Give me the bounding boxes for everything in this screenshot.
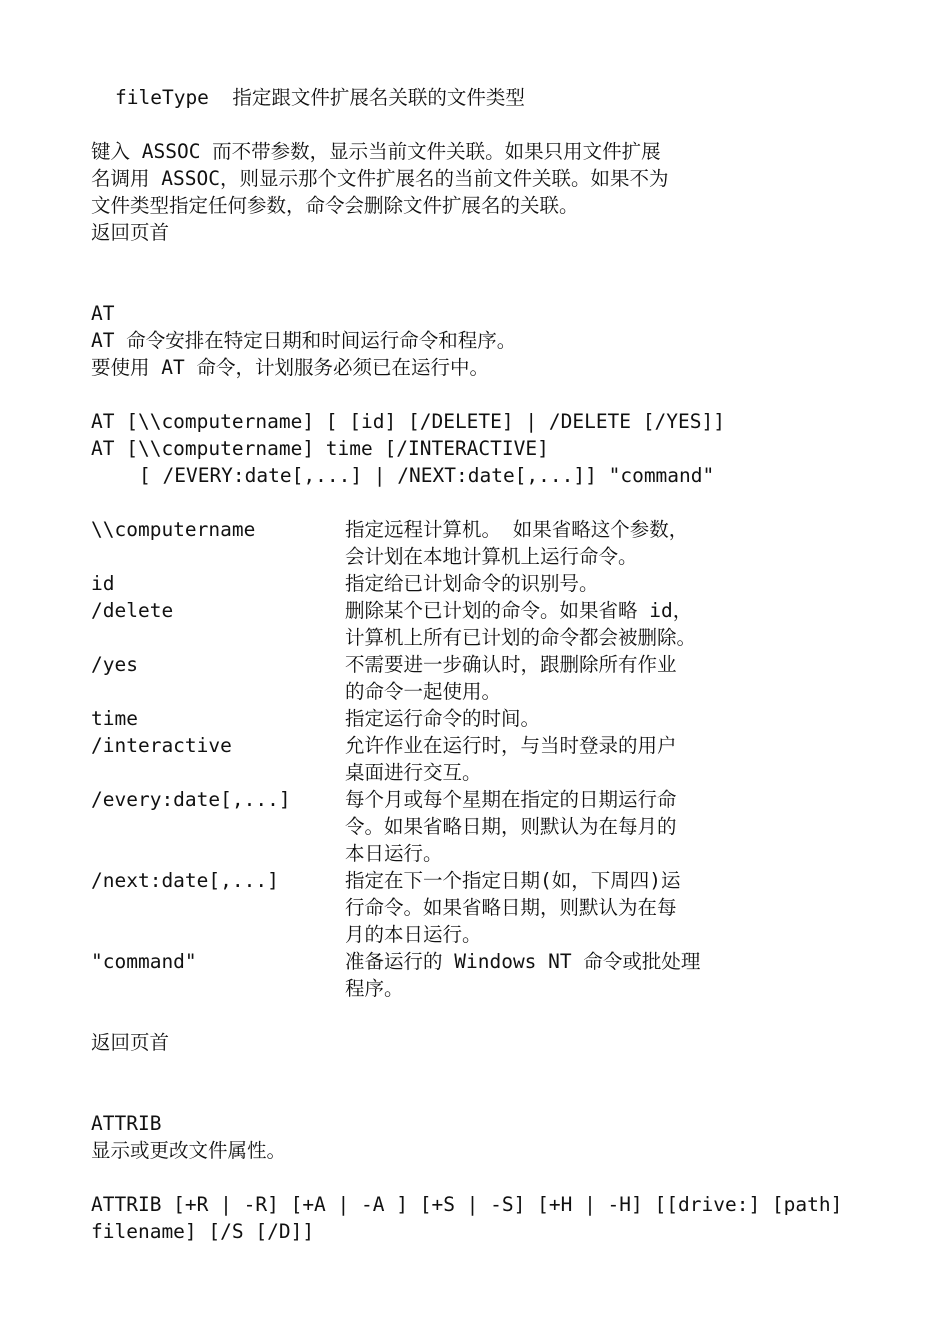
assoc-desc-line: 键入 ASSOC 而不带参数，显示当前文件关联。如果只用文件扩展 bbox=[91, 140, 661, 163]
param-desc: 不需要进一步确认时，跟删除所有作业 的命令一起使用。 bbox=[345, 653, 677, 703]
back-to-top-link[interactable]: 返回页首 bbox=[91, 221, 170, 244]
param-row bbox=[91, 732, 911, 786]
param-name: /delete bbox=[91, 599, 174, 622]
param-name: /yes bbox=[91, 653, 138, 676]
param-row bbox=[91, 651, 911, 705]
param-desc: 指定给已计划命令的识别号。 bbox=[345, 572, 599, 595]
param-desc: 允许作业在运行时，与当时登录的用户 桌面进行交互。 bbox=[345, 734, 677, 784]
at-heading: AT bbox=[91, 302, 115, 325]
param-desc: 每个月或每个星期在指定的日期运行命 令。如果省略日期，则默认为在每月的 本日运行。 bbox=[345, 788, 677, 865]
assoc-desc-line: 名调用 ASSOC，则显示那个文件扩展名的当前文件关联。如果不为 bbox=[91, 167, 669, 190]
at-intro-line: AT 命令安排在特定日期和时间运行命令和程序。 bbox=[91, 329, 517, 352]
assoc-desc-line: 文件类型指定任何参数，命令会删除文件扩展名的关联。 bbox=[91, 194, 579, 217]
param-name: time bbox=[91, 707, 138, 730]
attrib-intro: 显示或更改文件属性。 bbox=[91, 1139, 287, 1162]
at-syntax-line: AT [\\computername] time [/INTERACTIVE] bbox=[91, 437, 549, 460]
param-desc: 删除某个已计划的命令。如果省略 id， 计算机上所有已计划的命令都会被删除。 bbox=[345, 599, 697, 649]
param-row bbox=[91, 705, 911, 732]
param-row bbox=[91, 516, 911, 570]
back-to-top-link[interactable]: 返回页首 bbox=[91, 1031, 170, 1054]
param-name: /every:date[,...] bbox=[91, 788, 291, 811]
param-name: /interactive bbox=[91, 734, 232, 757]
assoc-filetype-line: fileType 指定跟文件扩展名关联的文件类型 bbox=[115, 86, 525, 109]
attrib-syntax-line: ATTRIB [+R | -R] [+A | -A ] [+S | -S] [+H | -H] [[drive:] [path] bbox=[91, 1193, 843, 1216]
attrib-heading: ATTRIB bbox=[91, 1112, 162, 1135]
param-row bbox=[91, 570, 911, 597]
param-name: /next:date[,...] bbox=[91, 869, 279, 892]
param-row bbox=[91, 948, 911, 1002]
param-name: \\computername bbox=[91, 518, 256, 541]
attrib-syntax-line: filename] [/S [/D]] bbox=[91, 1220, 315, 1243]
at-syntax-line: [ /EVERY:date[,...] | /NEXT:date[,...]] "command" bbox=[139, 464, 715, 487]
param-desc: 指定在下一个指定日期(如，下周四)运 行命令。如果省略日期，则默认为在每 月的本日运行。 bbox=[345, 869, 681, 946]
param-desc: 指定运行命令的时间。 bbox=[345, 707, 541, 730]
param-row bbox=[91, 597, 911, 651]
at-parameter-table bbox=[91, 516, 911, 1002]
param-desc: 准备运行的 Windows NT 命令或批处理 程序。 bbox=[345, 950, 701, 1000]
at-intro-line: 要使用 AT 命令，计划服务必须已在运行中。 bbox=[91, 356, 489, 379]
param-row bbox=[91, 786, 911, 867]
param-name: id bbox=[91, 572, 115, 595]
param-name: "command" bbox=[91, 950, 197, 973]
document-page bbox=[91, 84, 911, 1245]
param-desc: 指定远程计算机。 如果省略这个参数， 会计划在本地计算机上运行命令。 bbox=[345, 518, 689, 568]
param-row bbox=[91, 867, 911, 948]
at-syntax-line: AT [\\computername] [ [id] [/DELETE] | /DELETE [/YES]] bbox=[91, 410, 725, 433]
